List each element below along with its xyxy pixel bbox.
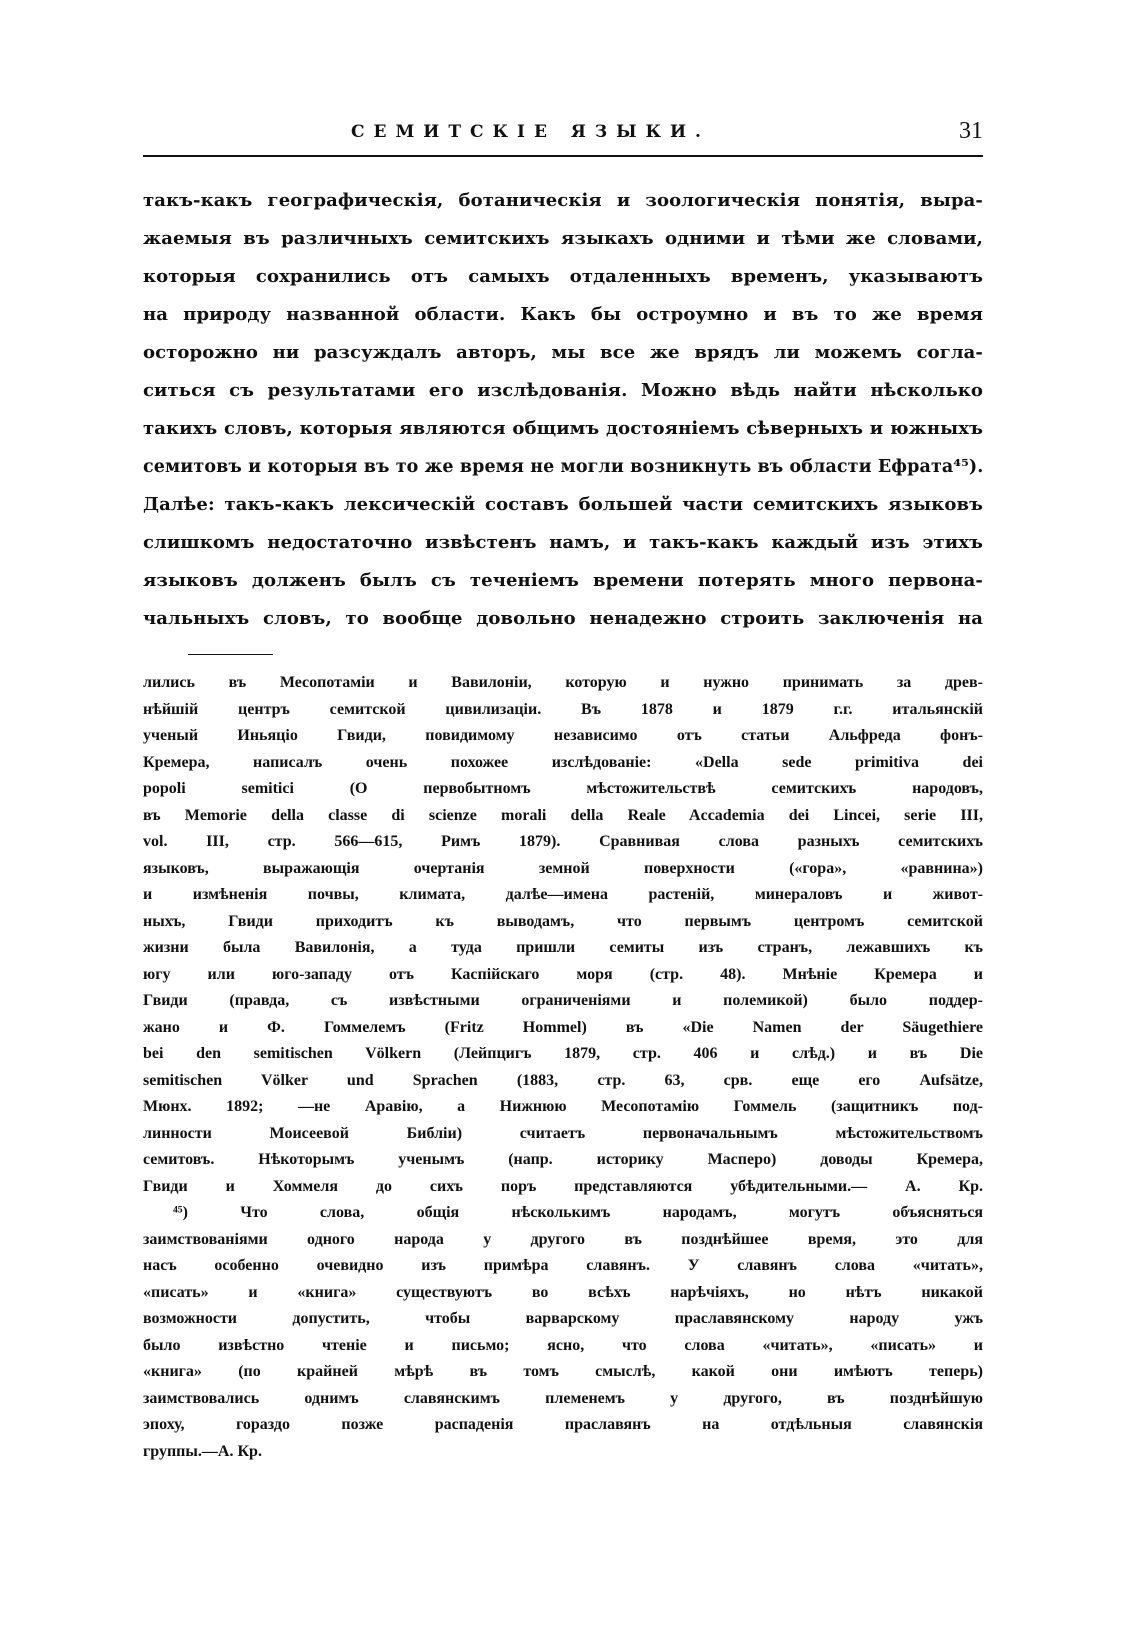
footnote-45-line: ⁴⁵) Что слова, общія нѣсколькимъ народамъ, могутъ объясняться [173, 1204, 983, 1221]
text-line: слишкомъ недостаточно извѣстенъ намъ, и такъ-какъ каждый изъ этихъ [143, 532, 983, 553]
footnote-line: Гвиди и Хоммеля до сихъ поръ представляются убѣдительными.— А. Кр. [143, 1177, 983, 1195]
text-line: семитовъ и которыя въ то же время не могли возникнуть въ области Ефрата⁴⁵). [143, 457, 984, 477]
text-line: осторожно ни разсуждалъ авторъ, мы все же врядъ ли можемъ согла- [143, 342, 983, 363]
footnote-line: и измѣненія почвы, климата, далѣе—имена растеній, минераловъ и живот- [143, 886, 983, 903]
footnote-line: жизни была Вавилонія, а туда пришли семиты изъ странъ, лежавшихъ къ [143, 939, 983, 956]
footnote-45-line: насъ особенно очевидно изъ примѣра славянъ. У славянъ слова «читать», [143, 1257, 983, 1274]
text-line: такъ-какъ географическія, ботаническія и зоологическія понятія, выра- [143, 190, 983, 211]
footnote-line: bei den semitischen Völkern (Лейпцигъ 1879, стр. 406 и слѣд.) и въ Die [143, 1045, 983, 1062]
footnote-45-line: было извѣстно чтеніе и письмо; ясно, что слова «читать», «писать» и [143, 1336, 983, 1354]
footnote-line: языковъ, выражающія очертанія земной поверхности («гора», «равнина») [143, 859, 983, 877]
footnote-line: линности Моисеевой Библіи) считаетъ первоначальнымъ мѣстожительствомъ [143, 1124, 983, 1142]
footnote-line: семитовъ. Нѣкоторымъ ученымъ (напр. историку Масперо) доводы Кремера, [143, 1151, 983, 1168]
footnote-45-line: эпоху, гораздо позже распаденія праславянъ на отдѣльныя славянскія [143, 1416, 983, 1433]
footnote-line: popoli semitici (О первобытномъ мѣстожительствѣ семитскихъ народовъ, [143, 780, 983, 797]
text-line: жаемыя въ различныхъ семитскихъ языкахъ одними и тѣми же словами, [143, 228, 983, 249]
main-text-block [143, 182, 983, 638]
footnote-45-line: группы.—А. Кр. [143, 1442, 262, 1460]
text-line: Далѣе: такъ-какъ лексическій составъ большей части семитскихъ языковъ [143, 494, 983, 515]
footnote-line: жано и Ф. Гоммелемъ (Fritz Hommel) въ «Die Namen der Säugethiere [143, 1018, 983, 1036]
footnotes-block [143, 670, 983, 1465]
running-head [143, 118, 983, 150]
page-number: 31 [959, 118, 983, 144]
footnote-line: лились въ Месопотаміи и Вавилоніи, которую и нужно принимать за древ- [143, 674, 983, 691]
footnote-45-line: заимствовались однимъ славянскимъ племенемъ у другого, въ позднѣйшую [143, 1389, 983, 1407]
header-rule [143, 155, 983, 157]
footnote-line: югу или юго-западу отъ Каспійскаго моря (стр. 48). Мнѣніе Кремера и [143, 965, 983, 983]
text-line: ситься съ результатами его изслѣдованія. Можно вѣдь найти нѣсколько [143, 380, 983, 401]
text-line: на природу названной области. Какъ бы остроумно и въ то же время [143, 304, 983, 325]
footnote-line: semitischen Völker und Sprachen (1883, стр. 63, срв. еще его Aufsätze, [143, 1071, 983, 1089]
footnote-separator [188, 654, 273, 655]
footnote-45-line: «писать» и «книга» существуютъ во всѣхъ нарѣчіяхъ, но нѣтъ никакой [143, 1283, 983, 1301]
book-page [143, 0, 983, 1640]
running-title: СЕМИТСКІЕ ЯЗЫКИ. [351, 122, 710, 142]
footnote-45-line: возможности допустить, чтобы варварскому праславянскому народу ужъ [143, 1310, 983, 1327]
footnote-line: ныхъ, Гвиди приходитъ къ выводамъ, что первымъ центромъ семитской [143, 912, 983, 930]
text-line: чальныхъ словъ, то вообще довольно ненадежно строить заключенія на [143, 608, 983, 629]
footnote-45-line: «книга» (по крайней мѣрѣ въ томъ смыслѣ, какой они имѣютъ теперь) [143, 1363, 983, 1380]
footnote-line: ученый Иньяціо Гвиди, повидимому независимо отъ статьи Альфреда фонъ- [143, 727, 983, 744]
footnote-line: vol. III, стр. 566—615, Римъ 1879). Сравнивая слова разныхъ семитскихъ [143, 833, 983, 850]
footnote-line: въ Memorie della classe di scienze morali della Reale Accademia dei Lincei, serie III, [143, 806, 983, 824]
text-line: языковъ долженъ былъ съ теченіемъ времени потерять много первона- [143, 570, 983, 591]
footnote-line: Мюнх. 1892; —не Аравію, а Нижнюю Месопотамію Гоммель (защитникъ под- [143, 1098, 983, 1115]
footnote-45-line: заимствованіями одного народа у другого въ позднѣйшее время, это для [143, 1230, 983, 1248]
footnote-line: Гвиди (правда, съ извѣстными ограниченіями и полемикой) было поддер- [143, 992, 983, 1009]
footnote-line: Кремера, написалъ очень похожее изслѣдованіе: «Della sede primitiva dei [143, 753, 983, 771]
text-line: такихъ словъ, которыя являются общимъ достояніемъ сѣверныхъ и южныхъ [143, 418, 983, 439]
footnote-line: нѣйшій центръ семитской цивилизаціи. Въ 1878 и 1879 г.г. итальянскій [143, 700, 983, 718]
text-line: которыя сохранились отъ самыхъ отдаленныхъ временъ, указываютъ [143, 266, 983, 287]
